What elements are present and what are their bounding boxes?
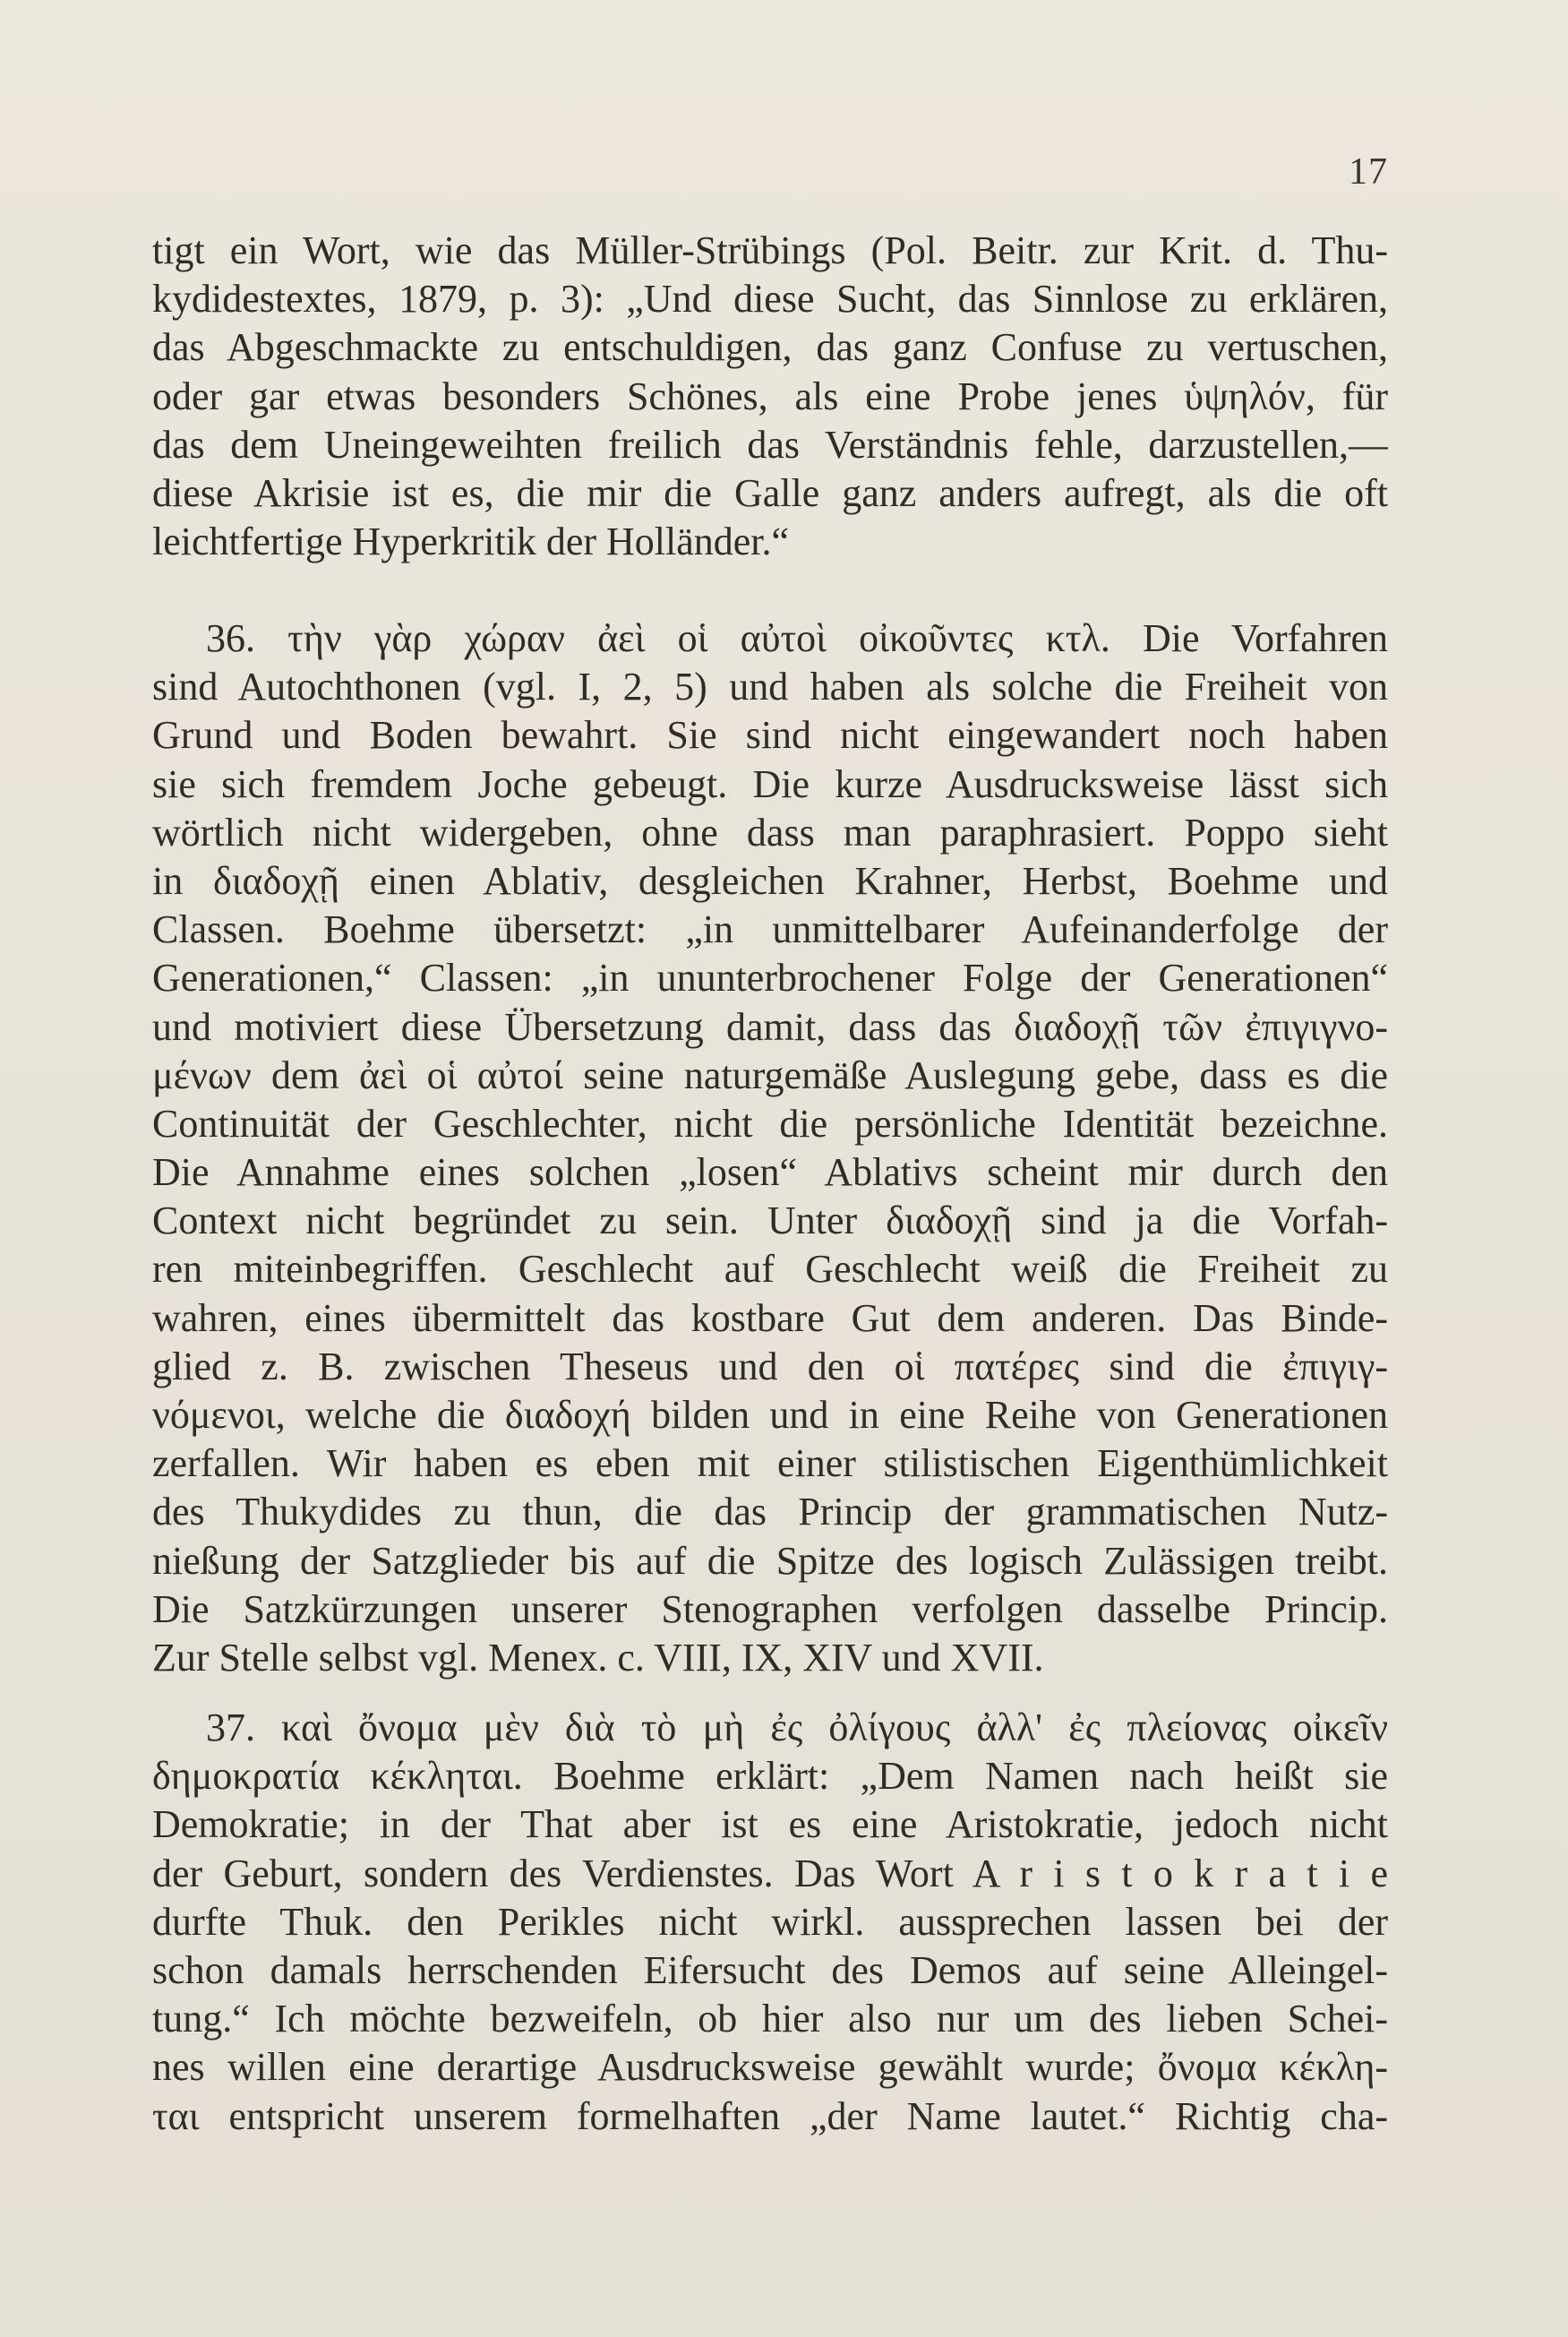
text-line: tigt ein Wort, wie das Müller-Strübings (Pol. Beitr. zur Krit. d. Thu- (152, 228, 1388, 272)
paragraph-section-37 (152, 1704, 1388, 2141)
text-line: sind Autochthonen (vgl. I, 2, 5) und haben als solche die Freiheit von (152, 665, 1388, 709)
text-line: ren miteinbegriffen. Geschlecht auf Geschlecht weiß die Freiheit zu (152, 1247, 1388, 1292)
text-line: glied z. B. zwischen Theseus und den οἱ πατέρες sind die ἐπιγιγ- (152, 1344, 1388, 1388)
text-line: δημοκρατία κέκληται. Boehme erklärt: „Dem Namen nach heißt sie (152, 1754, 1388, 1799)
text-line: Zur Stelle selbst vgl. Menex. c. VIII, IX, XIV und XVII. (152, 1635, 1044, 1680)
text-line: schon damals herrschenden Eifersucht des Demos auf seine Alleingel- (152, 1947, 1388, 1992)
page-number: 17 (1349, 151, 1388, 193)
text-line: des Thukydides zu thun, die das Princip der grammatischen Nutz- (152, 1490, 1388, 1534)
text-line: kydidestextes, 1879, p. 3): „Und diese Sucht, das Sinnlose zu erklären, (152, 277, 1388, 322)
text-line: wörtlich nicht widergeben, ohne dass man paraphrasiert. Poppo sieht (152, 810, 1388, 855)
text-line: 36. τὴν γὰρ χώραν ἀεὶ οἱ αὐτοὶ οἰκοῦντες κτλ. Die Vorfahren (206, 616, 1388, 660)
text-line: und motiviert diese Übersetzung damit, dass das διαδοχῇ τῶν ἐπιγιγνο- (152, 1004, 1388, 1049)
text-line: oder gar etwas besonders Schönes, als eine Probe jenes ὑψηλόν, für (152, 374, 1388, 418)
text-line: ται entspricht unserem formelhaften „der Name lautet.“ Richtig cha- (152, 2093, 1388, 2138)
paragraph-section-36 (152, 614, 1388, 1682)
text-line: Die Annahme eines solchen „losen“ Ablativs scheint mir durch den (152, 1150, 1388, 1195)
text-line: 37. καὶ ὄνομα μὲν διὰ τὸ μὴ ἐς ὀλίγους ἀλλ' ἐς πλείονας οἰκεῖν (206, 1705, 1388, 1749)
text-line: der Geburt, sondern des Verdienstes. Das Wort A r i s t o k r a t i e (152, 1851, 1388, 1895)
text-line: wahren, eines übermittelt das kostbare Gut dem anderen. Das Binde- (152, 1295, 1388, 1340)
text-line: zerfallen. Wir haben es eben mit einer stilistischen Eigenthümlichkeit (152, 1441, 1388, 1486)
text-line: leichtfertige Hyperkritik der Holländer.“ (152, 520, 790, 564)
text-line: nießung der Satzglieder bis auf die Spitze des logisch Zulässigen treibt. (152, 1538, 1388, 1583)
text-line: Continuität der Geschlechter, nicht die persönliche Identität bezeichne. (152, 1101, 1388, 1146)
text-line: μένων dem ἀεὶ οἱ αὐτοί seine naturgemäße Auslegung gebe, dass es die (152, 1053, 1388, 1097)
text-line: das dem Uneingeweihten freilich das Verständnis fehle, darzustellen,— (152, 422, 1388, 467)
text-line: tung.“ Ich möchte bezweifeln, ob hier also nur um des lieben Schei- (152, 1997, 1388, 2041)
text-line: in διαδοχῇ einen Ablativ, desgleichen Krahner, Herbst, Boehme und (152, 858, 1388, 903)
text-line: Generationen,“ Classen: „in ununterbrochener Folge der Generationen“ (152, 956, 1388, 1001)
text-line: sie sich fremdem Joche gebeugt. Die kurze Ausdrucksweise lässt sich (152, 761, 1388, 806)
text-line: Context nicht begründet zu sein. Unter διαδοχῇ sind ja die Vorfah- (152, 1199, 1388, 1243)
text-line: νόμενοι, welche die διαδοχή bilden und in eine Reihe von Generationen (152, 1393, 1388, 1437)
text-line: durfte Thuk. den Perikles nicht wirkl. aussprechen lassen bei der (152, 1899, 1388, 1944)
text-line: diese Akrisie ist es, die mir die Galle ganz anders aufregt, als die oft (152, 470, 1388, 515)
text-line: Grund und Boden bewahrt. Sie sind nicht eingewandert noch haben (152, 713, 1388, 758)
text-line: Demokratie; in der That aber ist es eine Aristokratie, jedoch nicht (152, 1802, 1388, 1847)
paragraph-quotation-continuation (152, 227, 1388, 566)
text-line: Classen. Boehme übersetzt: „in unmittelbarer Aufeinanderfolge der (152, 907, 1388, 952)
text-line: Die Satzkürzungen unserer Stenographen verfolgen dasselbe Princip. (152, 1586, 1388, 1631)
text-line: nes willen eine derartige Ausdrucksweise gewählt wurde; ὄνομα κέκλη- (152, 2045, 1388, 2090)
text-line: das Abgeschmackte zu entschuldigen, das ganz Confuse zu vertuschen, (152, 325, 1388, 370)
